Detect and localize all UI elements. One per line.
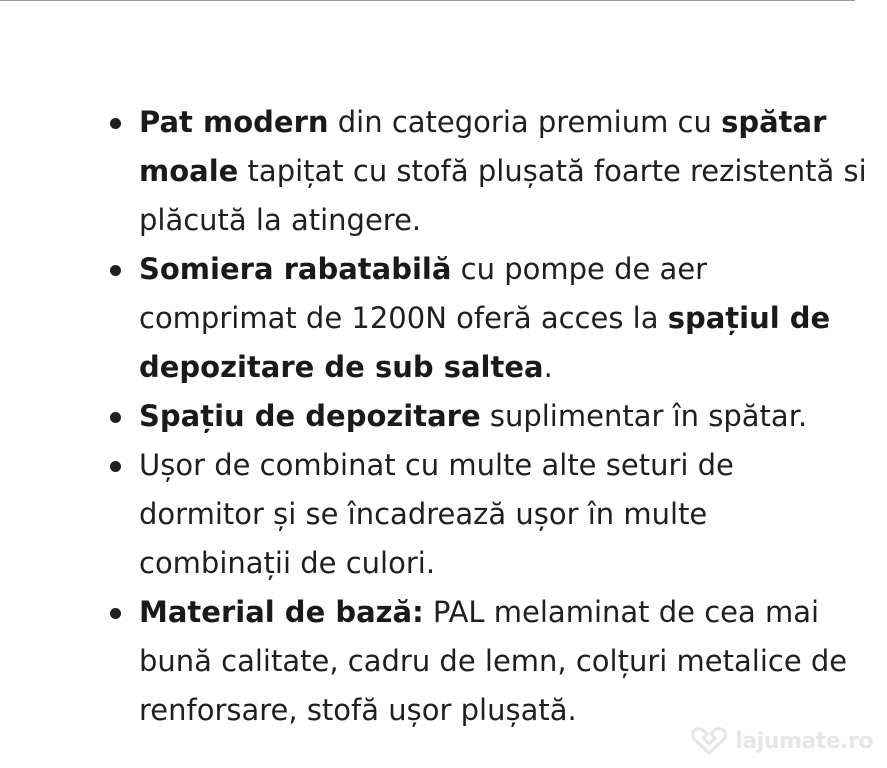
feature-plain: Ușor de combinat cu multe alte seturi de dormitor și se încadrează ușor în multe combinații de culori. xyxy=(139,448,734,580)
feature-plain: cu pompe de aer comprimat de 1200N oferă acces la xyxy=(139,252,708,335)
heart-icon xyxy=(689,726,729,756)
bullet-icon xyxy=(110,118,121,129)
feature-item-somiera xyxy=(0,245,887,392)
feature-item-spatiu-depozitare xyxy=(0,392,887,441)
bullet-icon xyxy=(110,412,121,423)
feature-highlight: Pat modern xyxy=(139,105,329,139)
feature-text xyxy=(139,448,734,580)
bullet-icon xyxy=(110,265,121,276)
feature-plain: suplimentar în spătar. xyxy=(480,399,808,433)
feature-plain: PAL melaminat de cea mai bună calitate, cadru de lemn, colțuri metalice de renforsare, stofă ușor plușată. xyxy=(139,595,848,727)
watermark xyxy=(689,726,873,756)
feature-plain: . xyxy=(543,350,553,384)
feature-highlight: Spațiu de depozitare xyxy=(139,399,481,433)
feature-plain: din categoria premium cu xyxy=(328,105,722,139)
feature-item-material xyxy=(0,588,887,735)
feature-text xyxy=(139,399,807,433)
feature-text xyxy=(139,252,830,384)
watermark-text: lajumate.ro xyxy=(735,728,873,754)
bullet-icon xyxy=(110,608,121,619)
bullet-icon xyxy=(110,461,121,472)
top-divider xyxy=(0,0,855,1)
feature-text xyxy=(139,105,867,237)
feature-highlight: spătar moale xyxy=(139,105,827,188)
feature-item-pat-modern xyxy=(0,98,887,245)
feature-item-combinat xyxy=(0,441,887,588)
feature-highlight: spațiul de depozitare de sub saltea xyxy=(139,301,831,384)
feature-list xyxy=(0,98,887,735)
feature-plain: tapițat cu stofă plușată foarte rezistentă si plăcută la atingere. xyxy=(139,154,867,237)
feature-highlight: Somiera rabatabilă xyxy=(139,252,452,286)
feature-highlight: Material de bază: xyxy=(139,595,424,629)
feature-text xyxy=(139,595,847,727)
